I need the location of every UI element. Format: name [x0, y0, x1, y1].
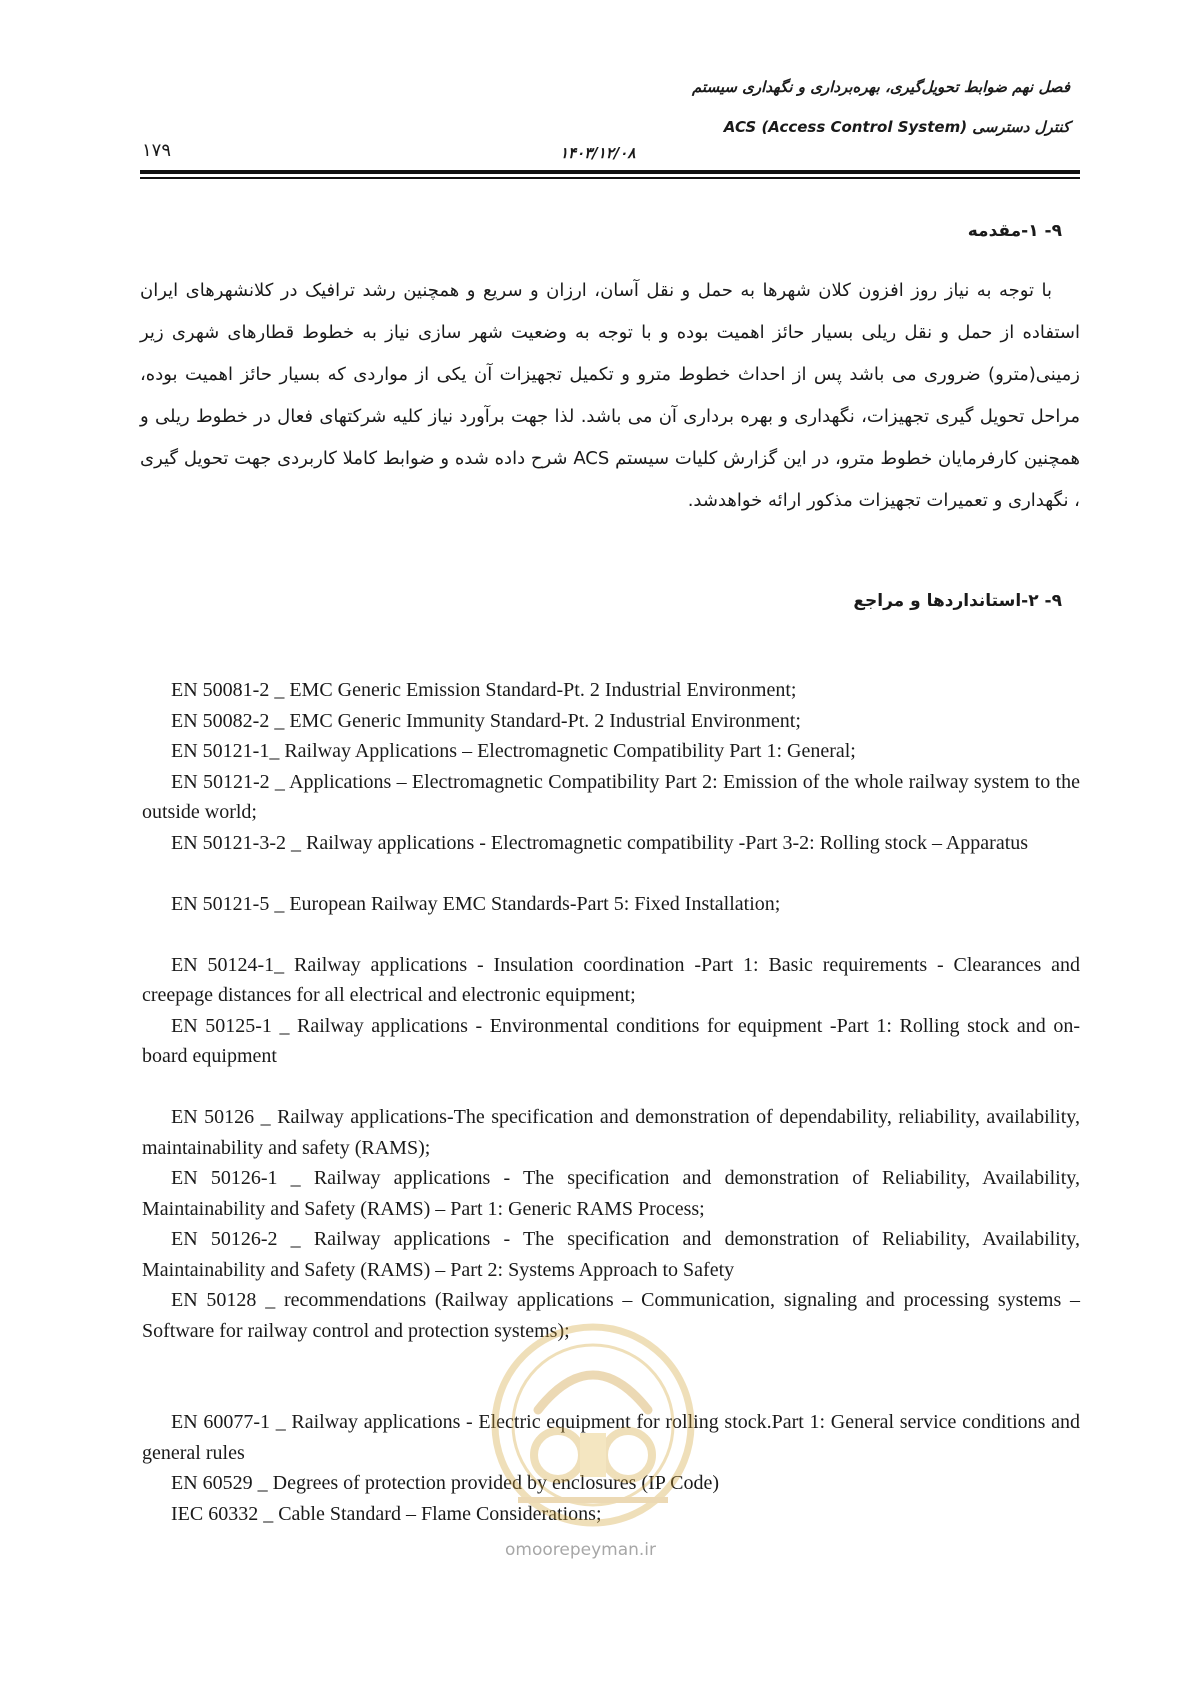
spacer: [142, 919, 1080, 950]
reference-item: EN 50121-1_ Railway Applications – Electromagnetic Compatibility Part 1: General;: [171, 740, 856, 762]
spacer: [142, 858, 1080, 889]
page-header: [140, 78, 1080, 183]
header-divider-thin: [140, 177, 1080, 179]
header-divider-thick: [140, 170, 1080, 174]
introduction-body: [140, 270, 1080, 522]
reference-item: EN 50126-2 _ Railway applications - The specification and demonstration of Reliability, Availability, Maintainability and Safety (RAMS) – Part 2: Systems Approach to Safety: [142, 1228, 1080, 1281]
chapter-title: فصل نهم ضوابط تحویل‌گیری، بهره‌برداری و نگهداری سیستم: [691, 78, 1070, 96]
reference-item: IEC 60332 _ Cable Standard – Flame Considerations;: [171, 1502, 602, 1525]
reference-item: EN 60529 _ Degrees of protection provided by enclosures (IP Code): [171, 1472, 720, 1494]
page-number: ۱۷۹: [142, 140, 172, 161]
heading-standards: ۹- ۲-استانداردها و مراجع: [853, 591, 1062, 611]
reference-item: EN 50121-2 _ Applications – Electromagnetic Compatibility Part 2: Emission of the whole railway system to the outside world;: [142, 770, 1080, 823]
spacer: [142, 1072, 1080, 1103]
reference-item: EN 50128 _ recommendations (Railway applications – Communication, signaling and processing systems – Software for railway control and protection systems);: [142, 1289, 1080, 1342]
reference-item: EN 50126 _ Railway applications-The specification and demonstration of dependability, reliability, availability, maintainability and safety (RAMS);: [142, 1106, 1080, 1159]
reference-item: EN 50121-3-2 _ Railway applications - Electromagnetic compatibility -Part 3-2: Rolling stock – Apparatus: [171, 831, 1029, 854]
header-date: ۱۴۰۳/۱۲/۰۸: [560, 144, 636, 162]
reference-item: EN 50121-5 _ European Railway EMC Standards-Part 5: Fixed Installation;: [171, 892, 781, 915]
reference-item: EN 50082-2 _ EMC Generic Immunity Standard-Pt. 2 Industrial Environment;: [171, 709, 801, 732]
section-title: کنترل دسترسی ACS (Access Control System): [723, 118, 1070, 136]
reference-item: EN 60077-1 _ Railway applications - Electric equipment for rolling stock.Part 1: General service conditions and general rules: [142, 1411, 1080, 1464]
reference-item: EN 50126-1 _ Railway applications - The specification and demonstration of Reliability, Availability, Maintainability and Safety (RAMS) – Part 1: Generic RAMS Process;: [142, 1167, 1080, 1220]
spacer: [142, 1346, 1080, 1407]
reference-item: EN 50124-1_ Railway applications - Insulation coordination -Part 1: Basic requirements - Clearances and creepage distances for all electrical and electronic equipment;: [142, 953, 1080, 1006]
watermark-url: omoorepeyman.ir: [505, 1540, 657, 1560]
introduction-paragraph: با توجه به نیاز روز افزون کلان شهرها به حمل و نقل آسان، ارزان و سریع و همچنین رشد ترافیک در کلانشهرهای ایران استفاده از حمل و نقل ریلی بسیار حائز اهمیت بوده و با توجه به وضعیت شهر سازی نیاز به خطوط قطارهای شهری زیر زمینی(مترو) ضروری می باشد پس از احداث خطوط مترو و تکمیل تجهیزات آن یکی از مواردی که بسیار حائز اهمیت بوده، مراحل تحویل گیری تجهیزات، نگهداری و بهره برداری آن می باشد. لذا جهت برآورد نیاز کلیه شرکتهای فعال در خطوط ریلی و همچنین کارفرمایان خطوط مترو، در این گزارش کلیات سیستم ACS شرح داده شده و ضوابط کاملا کاربردی جهت تحویل گیری ، نگهداری و تعمیرات تجهیزات مذکور ارائه خواهدشد.: [140, 280, 1080, 511]
reference-item: EN 50125-1 _ Railway applications - Environmental conditions for equipment -Part 1: Rolling stock and on-board equipment: [142, 1014, 1080, 1067]
reference-item: EN 50081-2 _ EMC Generic Emission Standard-Pt. 2 Industrial Environment;: [171, 679, 797, 701]
references-list: [142, 675, 1080, 1529]
heading-introduction: ۹- ۱-مقدمه: [967, 221, 1062, 241]
